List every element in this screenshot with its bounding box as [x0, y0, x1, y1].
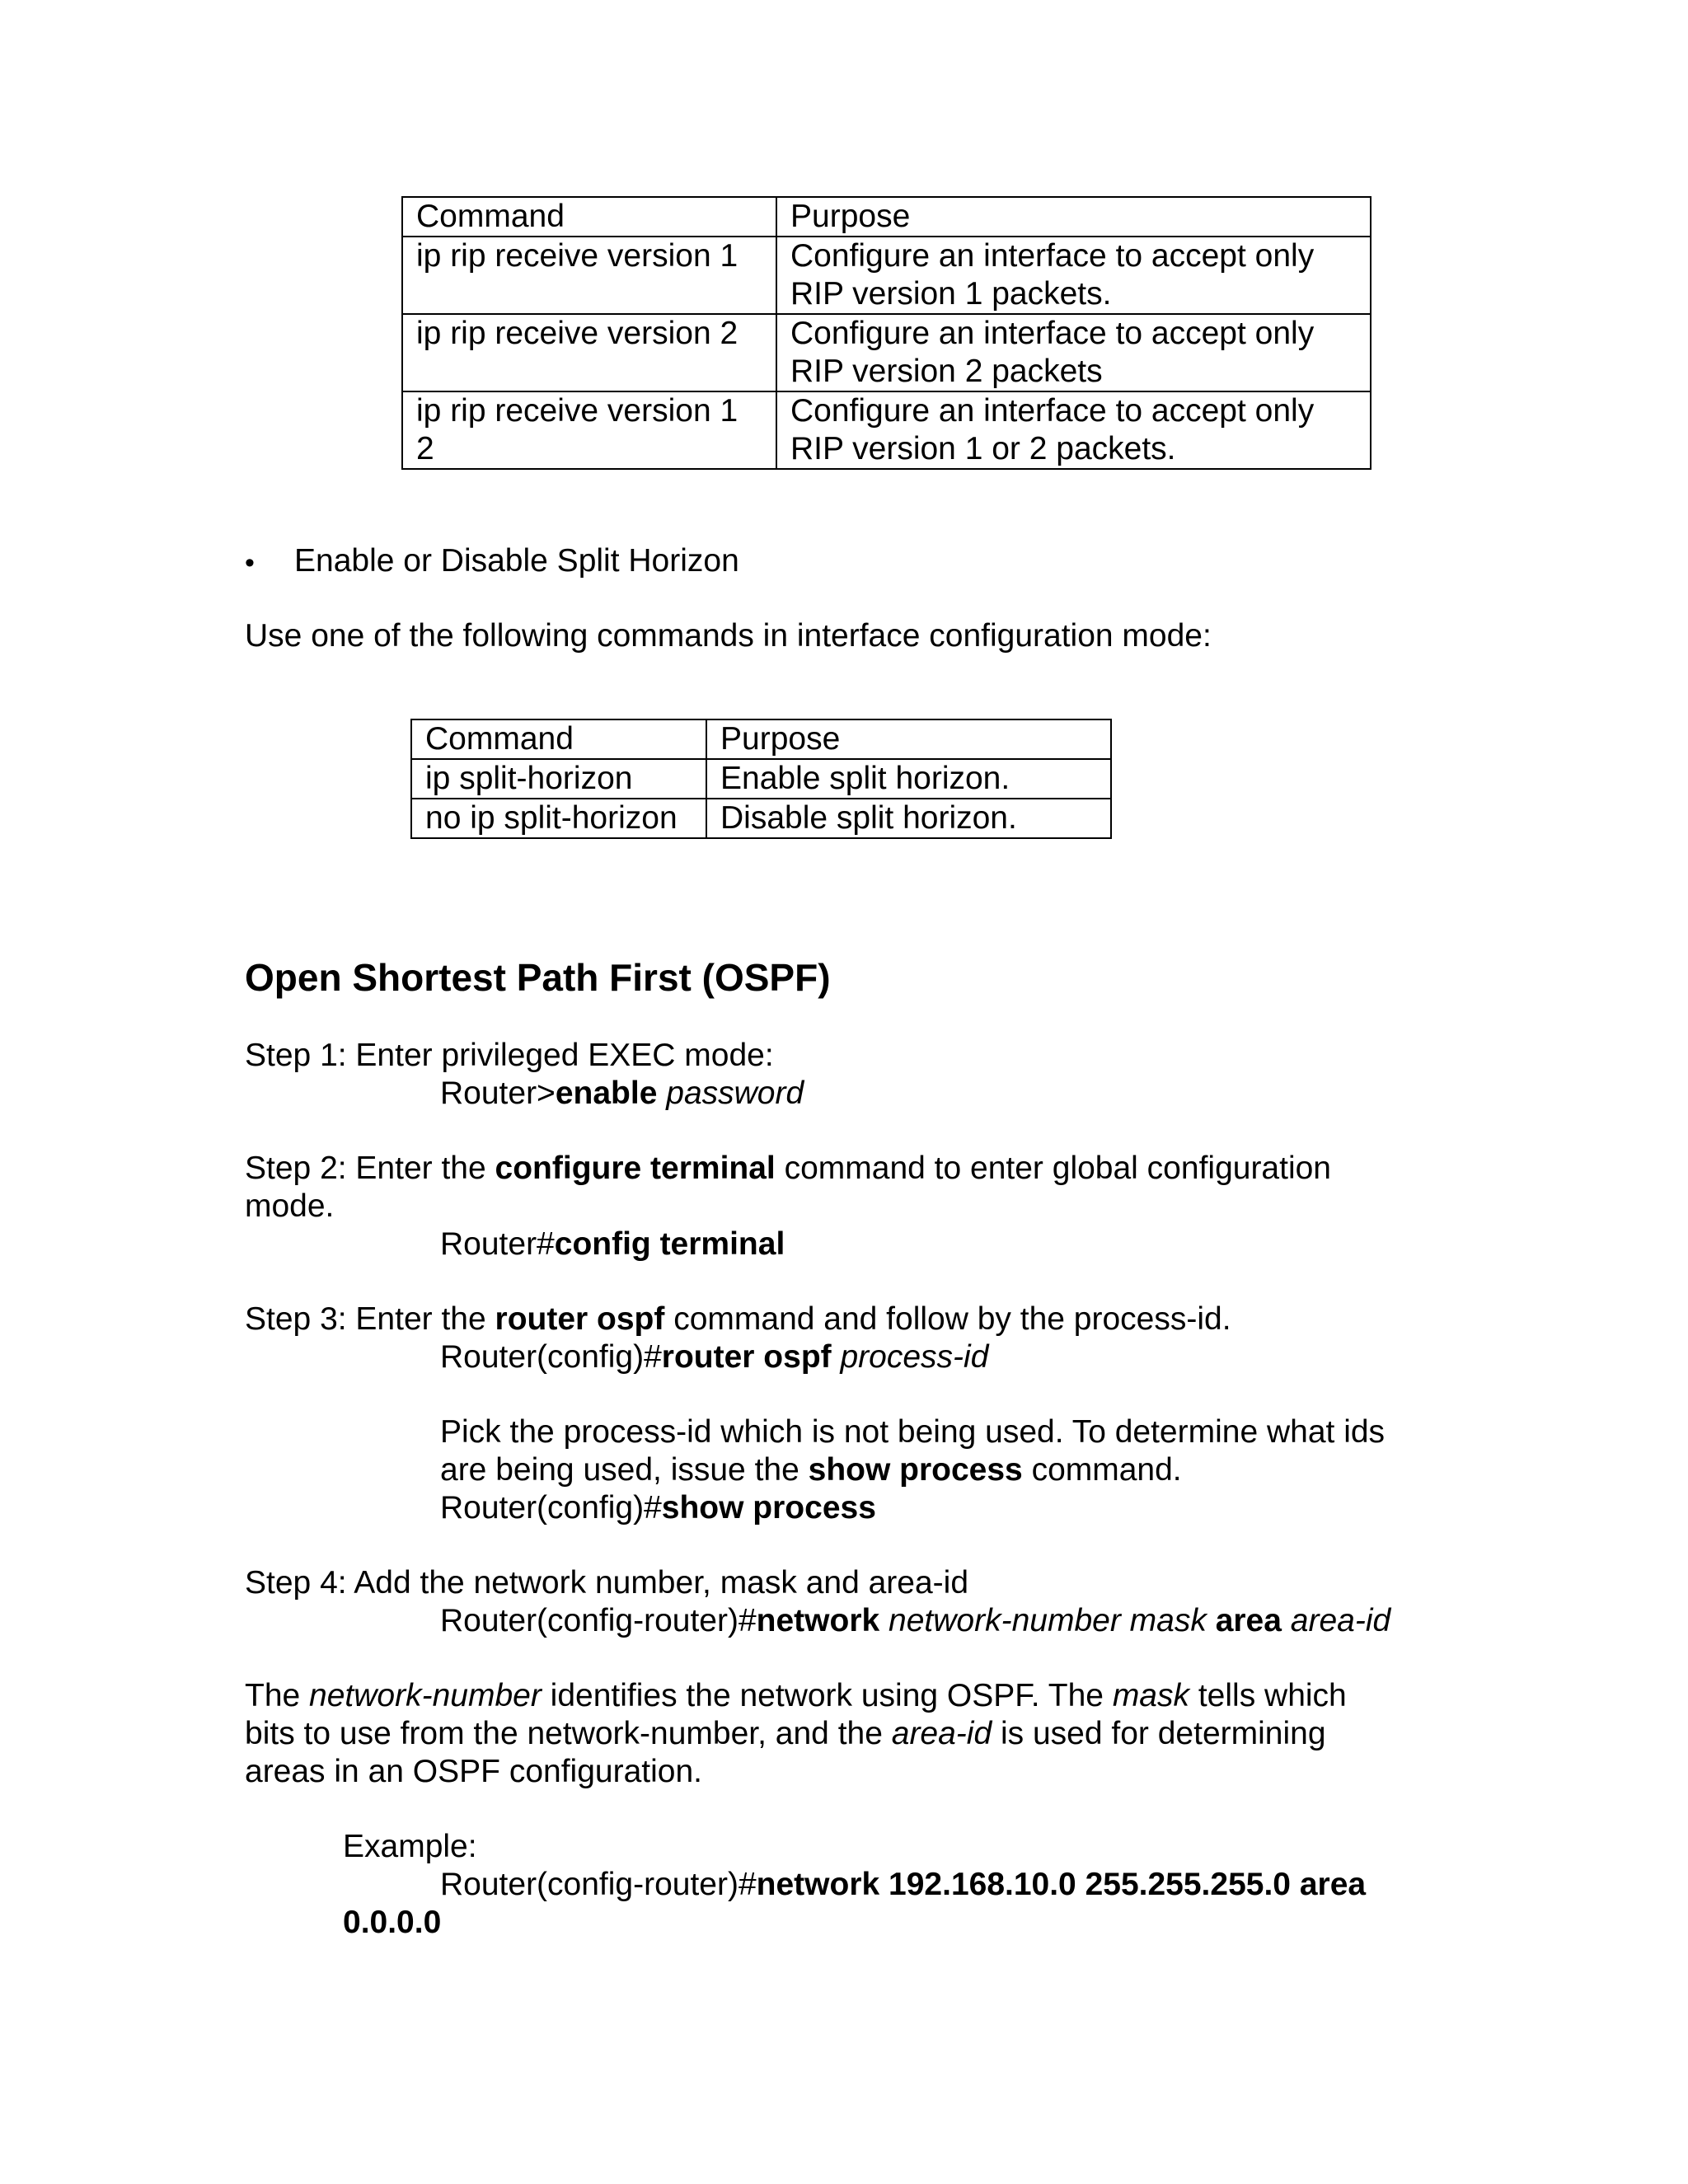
step2-text-cont: mode. [245, 1188, 335, 1224]
explain-line3: areas in an OSPF configuration. [245, 1754, 702, 1789]
table-header-cell: Command [411, 719, 706, 759]
step1-text: Step 1: Enter privileged EXEC mode: [245, 1038, 774, 1073]
table-cell-command: ip rip receive version 1 [402, 237, 776, 314]
step1-command: Router>enable password [440, 1076, 804, 1111]
table-header-row [402, 197, 1371, 237]
step3-text: Step 3: Enter the router ospf command and follow by the process-id. [245, 1301, 1231, 1337]
step2-command: Router#config terminal [440, 1226, 785, 1262]
step3-note-line1: Pick the process-id which is not being used. To determine what ids [440, 1414, 1386, 1450]
table-cell-command: ip rip receive version 2 [402, 314, 776, 391]
table-cell-purpose: Configure an interface to accept only RIP version 1 or 2 packets. [776, 391, 1371, 469]
table-cell-command: ip rip receive version 1 2 [402, 391, 776, 469]
step3-command: Router(config)#router ospf process-id [440, 1339, 989, 1375]
explain-line1: The network-number identifies the network using OSPF. The mask tells which [245, 1678, 1347, 1713]
section-title: Open Shortest Path First (OSPF) [245, 956, 831, 999]
example-command-cont: 0.0.0.0 [343, 1905, 442, 1940]
intro-text: Use one of the following commands in interface configuration mode: [245, 618, 1212, 654]
table-cell-purpose: Enable split horizon. [706, 759, 1111, 799]
bullet-text: Enable or Disable Split Horizon [294, 543, 739, 579]
step3-note-command: Router(config)#show process [440, 1490, 876, 1526]
table-cell-purpose: Configure an interface to accept only RIP version 2 packets [776, 314, 1371, 391]
table-row [402, 237, 1371, 314]
table-cell-purpose: Disable split horizon. [706, 799, 1111, 838]
step3-note-line2: are being used, issue the show process command. [440, 1452, 1182, 1488]
example-label: Example: [343, 1829, 477, 1864]
table-header-cell: Purpose [776, 197, 1371, 237]
table-cell-command: ip split-horizon [411, 759, 706, 799]
table-cell-command: no ip split-horizon [411, 799, 706, 838]
table-cell-purpose: Configure an interface to accept only RIP version 1 packets. [776, 237, 1371, 314]
table-header-cell: Command [402, 197, 776, 237]
step4-command: Router(config-router)#network network-number mask area area-id [440, 1603, 1391, 1638]
step4-text: Step 4: Add the network number, mask and area-id [245, 1565, 969, 1601]
table-row [402, 391, 1371, 469]
bullet-icon: • [245, 547, 255, 579]
example-command: Router(config-router)#network 192.168.10.0 255.255.255.0 area [440, 1867, 1367, 1902]
table-header-row [411, 719, 1111, 759]
step2-text: Step 2: Enter the configure terminal command to enter global configuration [245, 1151, 1332, 1186]
table-row [411, 799, 1111, 838]
rip-receive-table [401, 196, 1372, 470]
table-row [411, 759, 1111, 799]
split-horizon-table [410, 719, 1112, 839]
table-header-cell: Purpose [706, 719, 1111, 759]
explain-line2: bits to use from the network-number, and the area-id is used for determining [245, 1716, 1326, 1751]
table-row [402, 314, 1371, 391]
